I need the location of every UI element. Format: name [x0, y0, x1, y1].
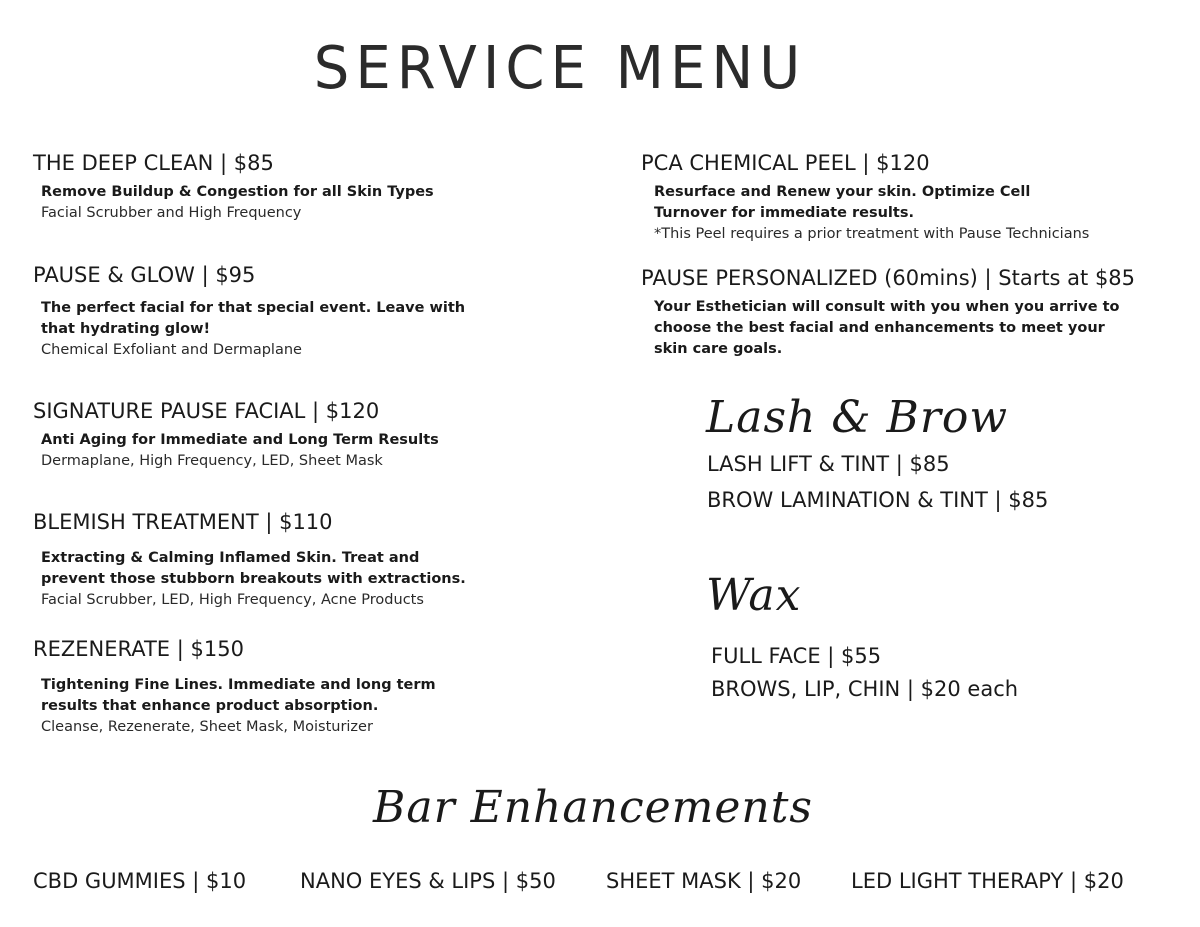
service-title: REZENERATE | $150	[33, 637, 244, 661]
service-pca-peel	[641, 150, 1181, 245]
lash-brow-item: BROW LAMINATION & TINT | $85	[707, 488, 1049, 512]
service-title: SIGNATURE PAUSE FACIAL | $120	[33, 399, 380, 423]
service-tagline: Tightening Fine Lines. Immediate and long term results that enhance product absorption.	[41, 677, 436, 714]
service-tagline: Your Esthetician will consult with you when you arrive to choose the best facial and enhancements to meet your skin care goals.	[654, 299, 1120, 357]
bar-item: SHEET MASK | $20	[606, 869, 802, 893]
wax-heading: Wax	[706, 570, 802, 621]
lash-brow-heading: Lash & Brow	[706, 392, 1009, 443]
service-details: Dermaplane, High Frequency, LED, Sheet Mask	[41, 453, 383, 469]
service-title: PCA CHEMICAL PEEL | $120	[641, 151, 930, 175]
service-details: Facial Scrubber, LED, High Frequency, Acne Products	[41, 592, 424, 608]
service-pause-glow	[33, 262, 513, 361]
service-title: BLEMISH TREATMENT | $110	[33, 510, 333, 534]
service-title: PAUSE PERSONALIZED (60mins) | Starts at $85	[641, 266, 1136, 290]
wax-item: FULL FACE | $55	[711, 644, 882, 668]
service-rezenerate	[33, 636, 513, 738]
service-details: *This Peel requires a prior treatment with Pause Technicians	[654, 226, 1090, 242]
service-tagline: Anti Aging for Immediate and Long Term Results	[41, 432, 439, 448]
service-tagline: Extracting & Calming Inflamed Skin. Treat and prevent those stubborn breakouts with extractions.	[41, 550, 466, 587]
wax-item: BROWS, LIP, CHIN | $20 each	[711, 677, 1019, 701]
lash-brow-item: LASH LIFT & TINT | $85	[707, 452, 950, 476]
service-details: Facial Scrubber and High Frequency	[41, 205, 302, 221]
service-tagline: Remove Buildup & Congestion for all Skin Types	[41, 184, 434, 200]
page-title-text: SERVICE MENU	[313, 34, 807, 103]
service-deep-clean	[33, 150, 513, 224]
bar-item: LED LIGHT THERAPY | $20	[851, 869, 1124, 893]
service-blemish-treatment	[33, 509, 513, 611]
service-title: THE DEEP CLEAN | $85	[33, 151, 274, 175]
page-title	[0, 36, 1120, 101]
service-details: Chemical Exfoliant and Dermaplane	[41, 342, 302, 358]
service-tagline: The perfect facial for that special event. Leave with that hydrating glow!	[41, 300, 466, 337]
bar-item: CBD GUMMIES | $10	[33, 869, 247, 893]
bar-item: NANO EYES & LIPS | $50	[300, 869, 556, 893]
service-details: Cleanse, Rezenerate, Sheet Mask, Moisturizer	[41, 719, 373, 735]
bar-enhancements-heading: Bar Enhancements	[373, 782, 813, 833]
service-title: PAUSE & GLOW | $95	[33, 263, 256, 287]
service-signature-facial	[33, 398, 513, 472]
service-tagline: Resurface and Renew your skin. Optimize Cell Turnover for immediate results.	[654, 184, 1031, 221]
service-pause-personalized	[641, 265, 1181, 360]
